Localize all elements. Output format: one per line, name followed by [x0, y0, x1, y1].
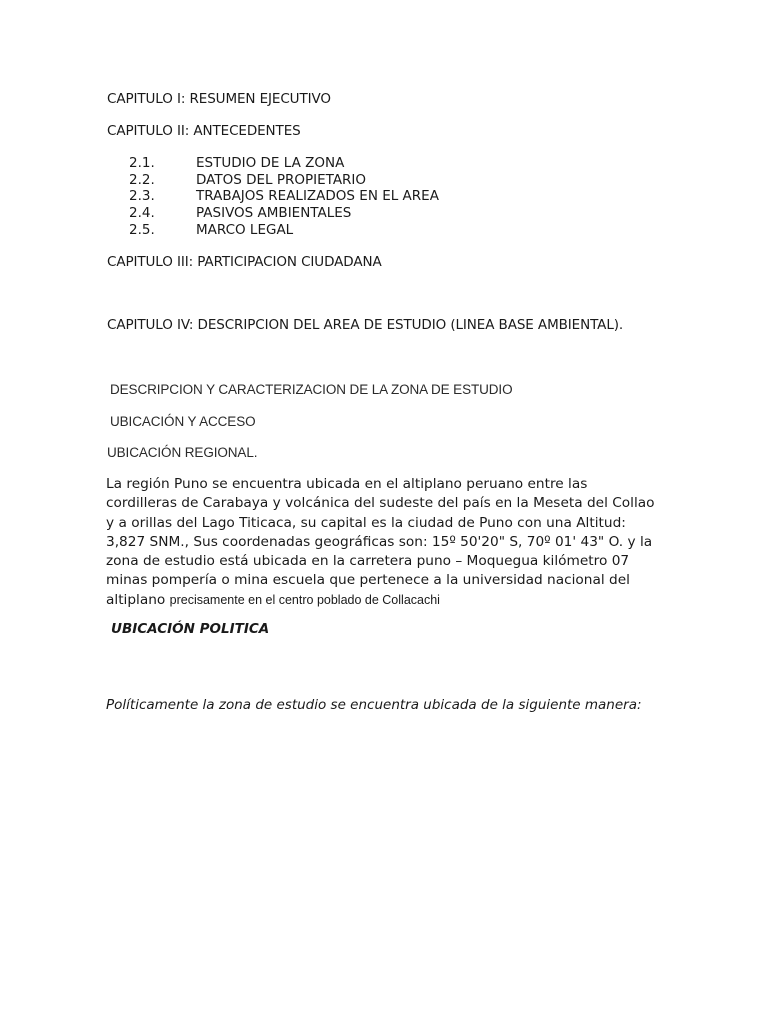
ubicacion-acceso-heading: UBICACIÓN Y ACCESO: [110, 414, 256, 429]
section-number: 2.1.: [129, 155, 155, 171]
section-number: 2.5.: [129, 222, 155, 238]
section-number: 2.4.: [129, 205, 155, 221]
section-title: MARCO LEGAL: [196, 222, 294, 238]
descripcion-heading: DESCRIPCION Y CARACTERIZACION DE LA ZONA DE ESTUDIO: [110, 382, 513, 397]
paragraph-line-start: altiplano: [106, 591, 170, 608]
section-title: PASIVOS AMBIENTALES: [196, 205, 352, 221]
section-title: DATOS DEL PROPIETARIO: [196, 172, 367, 188]
chapter-1-heading: CAPITULO I: RESUMEN EJECUTIVO: [107, 91, 331, 107]
ubicacion-regional-paragraph: [106, 475, 666, 610]
paragraph-line-small: precisamente en el centro poblado de Collacachi: [169, 592, 440, 607]
paragraph-line: minas pompería o mina escuela que pertenece a la universidad nacional del: [106, 572, 630, 589]
section-number: 2.3.: [129, 188, 155, 204]
section-item: [129, 188, 439, 205]
section-number: 2.2.: [129, 172, 155, 188]
section-item: [129, 222, 293, 239]
politicamente-line: Políticamente la zona de estudio se encuentra ubicada de la siguiente manera:: [106, 697, 642, 713]
paragraph-line: y a orillas del Lago Titicaca, su capital es la ciudad de Puno con una Altitud:: [106, 514, 626, 531]
paragraph-line: La región Puno se encuentra ubicada en el altiplano peruano entre las: [106, 476, 588, 492]
paragraph-line: [106, 591, 666, 610]
chapter-4-heading: CAPITULO IV: DESCRIPCION DEL AREA DE ESTUDIO (LINEA BASE AMBIENTAL).: [107, 317, 624, 333]
chapter-3-heading: CAPITULO III: PARTICIPACION CIUDADANA: [107, 254, 382, 270]
paragraph-line: zona de estudio está ubicada en la carretera puno – Moquegua kilómetro 07: [106, 553, 630, 570]
section-item: [129, 155, 344, 172]
chapter-2-heading: CAPITULO II: ANTECEDENTES: [107, 123, 301, 139]
section-item: [129, 172, 366, 189]
ubicacion-politica-heading: UBICACIÓN POLITICA: [111, 621, 270, 637]
paragraph-line: 3,827 SNM., Sus coordenadas geográficas son: 15º 50'20" S, 70º 01' 43" O. y la: [106, 533, 653, 550]
section-title: ESTUDIO DE LA ZONA: [196, 155, 345, 171]
section-title: TRABAJOS REALIZADOS EN EL AREA: [196, 188, 439, 204]
paragraph-line: cordilleras de Carabaya y volcánica del sudeste del país en la Meseta del Collao: [106, 495, 655, 512]
section-item: [129, 205, 351, 222]
ubicacion-regional-heading: UBICACIÓN REGIONAL.: [107, 445, 258, 460]
